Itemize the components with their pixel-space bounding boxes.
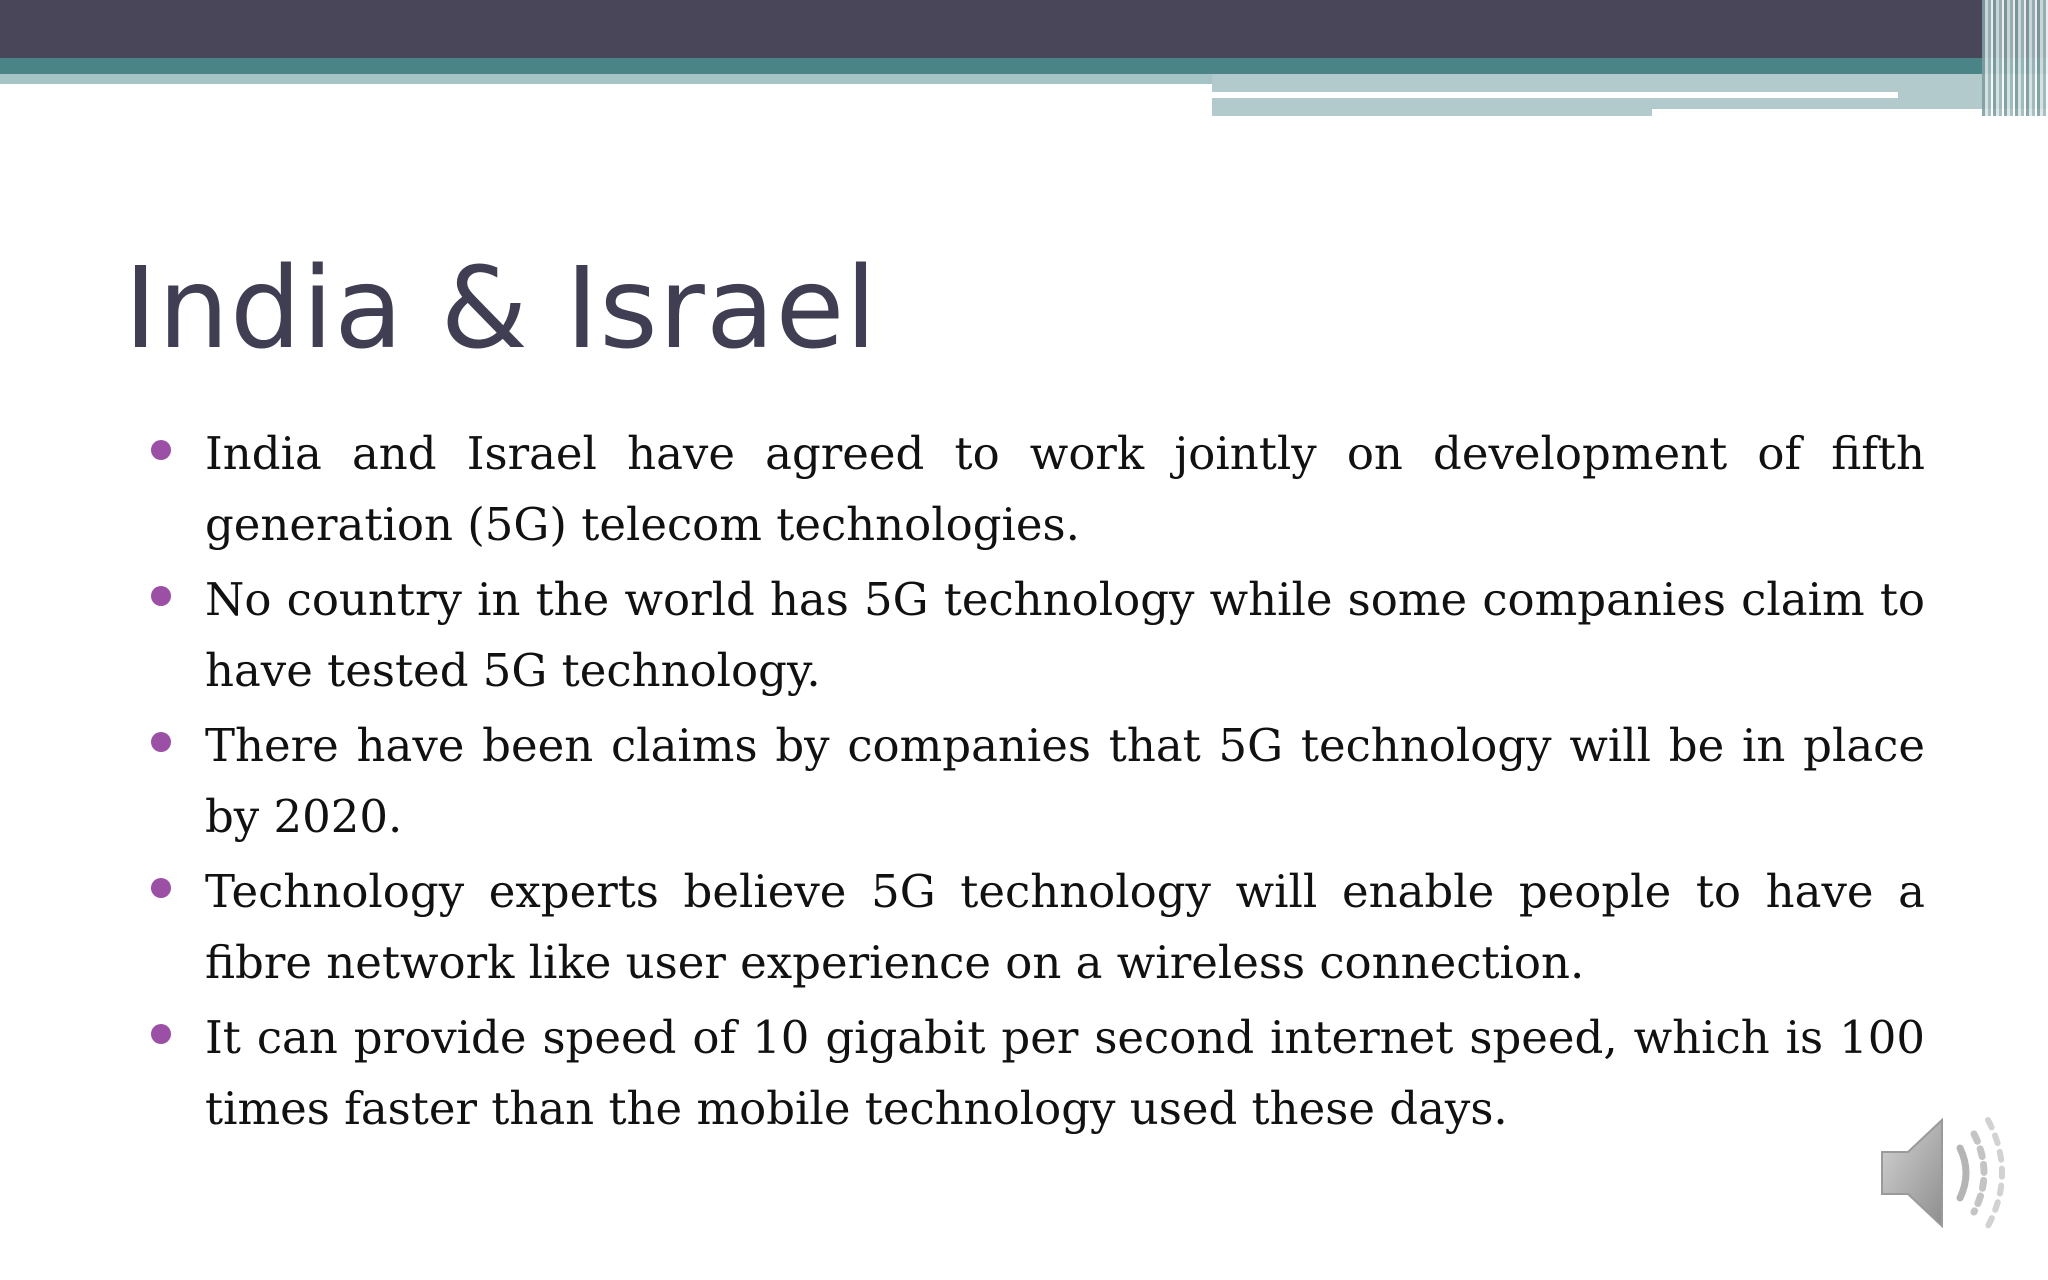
bullet-list	[145, 418, 1925, 1148]
bullet-dot-icon	[151, 878, 171, 898]
bullet-text: Technology experts believe 5G technology will enable people to have a fibre network like user experience on a wireless connection.	[205, 865, 1925, 989]
bullet-text: India and Israel have agreed to work jointly on development of fifth generation (5G) telecom technologies.	[205, 427, 1925, 551]
bullet-dot-icon	[151, 732, 171, 752]
speaker-icon	[1876, 1108, 2016, 1238]
header-band-teal	[0, 58, 2048, 74]
header-band-light	[0, 74, 1212, 84]
bullet-text: It can provide speed of 10 gigabit per second internet speed, which is 100 times faster than the mobile technology used these days.	[205, 1011, 1925, 1135]
slide-title: India & Israel	[124, 244, 878, 374]
bullet-dot-icon	[151, 1024, 171, 1044]
bullet-text: No country in the world has 5G technology while some companies claim to have tested 5G technology.	[205, 573, 1925, 697]
bullet-item	[145, 1002, 1925, 1144]
header-stripes	[1982, 0, 2048, 116]
bullet-dot-icon	[151, 440, 171, 460]
audio-speaker-icon[interactable]	[1876, 1108, 2016, 1238]
bullet-item	[145, 564, 1925, 706]
bullet-item	[145, 856, 1925, 998]
bullet-dot-icon	[151, 586, 171, 606]
bullet-item	[145, 418, 1925, 560]
header-accent-line	[1212, 92, 1898, 98]
bullet-text: There have been claims by companies that 5G technology will be in place by 2020.	[205, 719, 1925, 843]
header-band-dark	[0, 0, 2048, 58]
bullet-item	[145, 710, 1925, 852]
